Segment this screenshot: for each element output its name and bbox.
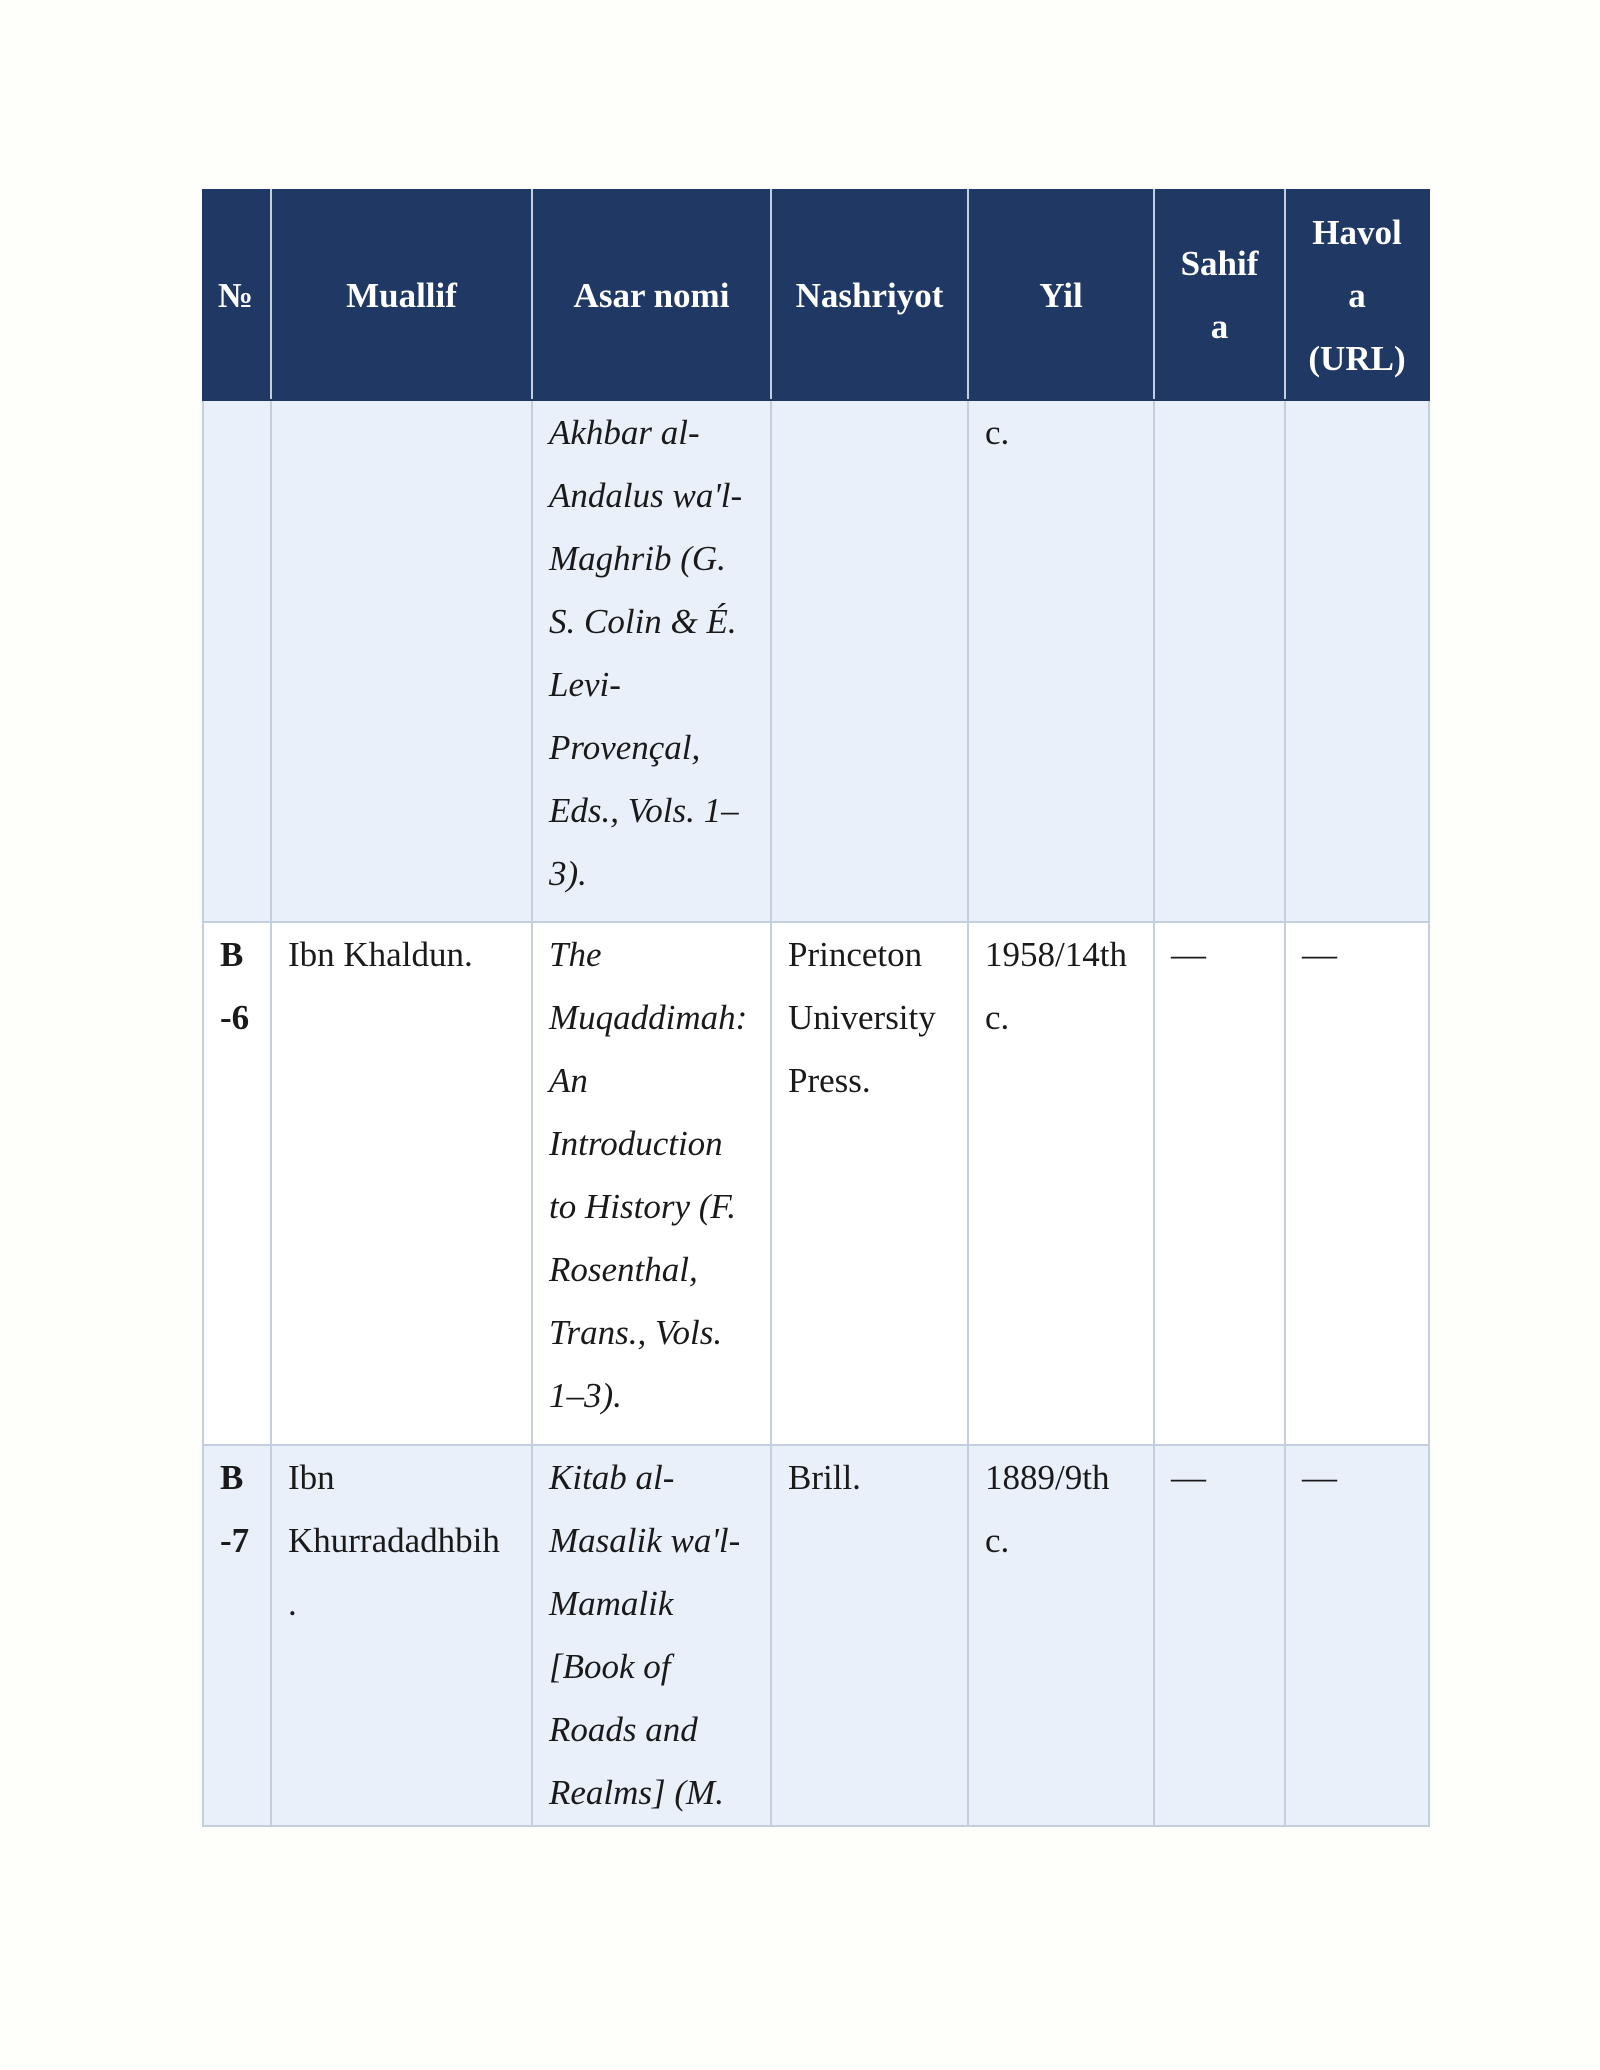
cell-year: c. <box>968 400 1154 922</box>
bibliography-table <box>202 189 1430 1827</box>
cell-title: Akhbar al- Andalus wa'l- Maghrib (G. S. Colin & É. Levi- Provençal, Eds., Vols. 1– 3). <box>532 400 771 922</box>
table-row <box>203 400 1429 922</box>
cell-author: Ibn Khaldun. <box>271 922 532 1445</box>
table-row <box>203 922 1429 1445</box>
table-header-row <box>203 190 1429 400</box>
cell-author: Ibn Khurradadhbih . <box>271 1445 532 1826</box>
cell-url: — <box>1285 922 1429 1445</box>
header-year: Yil <box>968 190 1154 400</box>
cell-author <box>271 400 532 922</box>
cell-url: — <box>1285 1445 1429 1826</box>
cell-title: Kitab al- Masalik wa'l- Mamalik [Book of Roads and Realms] (M. <box>532 1445 771 1826</box>
header-title: Asar nomi <box>532 190 771 400</box>
header-page: Sahif a <box>1154 190 1285 400</box>
cell-url <box>1285 400 1429 922</box>
cell-number: B -7 <box>203 1445 271 1826</box>
header-publisher: Nashriyot <box>771 190 968 400</box>
cell-page <box>1154 400 1285 922</box>
cell-title: The Muqaddimah: An Introduction to History (F. Rosenthal, Trans., Vols. 1–3). <box>532 922 771 1445</box>
cell-page: — <box>1154 922 1285 1445</box>
header-url: Havol a (URL) <box>1285 190 1429 400</box>
cell-page: — <box>1154 1445 1285 1826</box>
cell-publisher <box>771 400 968 922</box>
table-row <box>203 1445 1429 1826</box>
cell-number <box>203 400 271 922</box>
cell-year: 1958/14th c. <box>968 922 1154 1445</box>
header-author: Muallif <box>271 190 532 400</box>
cell-publisher: Princeton University Press. <box>771 922 968 1445</box>
cell-publisher: Brill. <box>771 1445 968 1826</box>
cell-number: B -6 <box>203 922 271 1445</box>
header-number: № <box>203 190 271 400</box>
cell-year: 1889/9th c. <box>968 1445 1154 1826</box>
